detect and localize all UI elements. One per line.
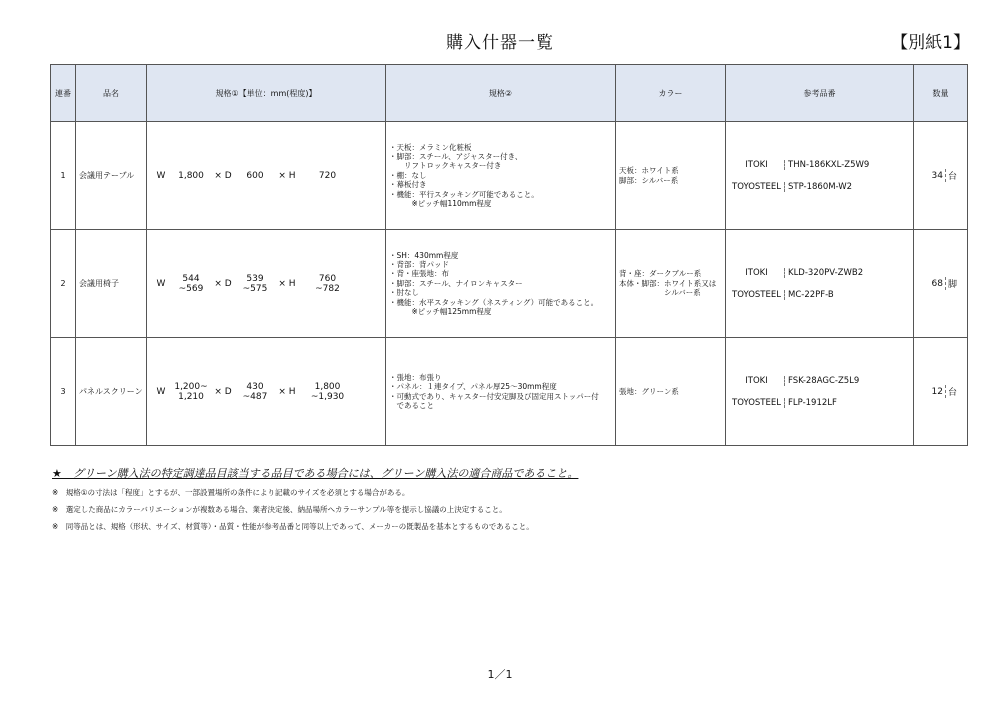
ref-model: FLP-1912LF <box>784 398 910 408</box>
row-dims <box>147 338 386 446</box>
depth-label: × D <box>214 386 232 397</box>
ref-maker: TOYOSTEEL <box>732 289 781 300</box>
qty-value: 34 <box>931 170 943 181</box>
spec-item: ・天板：メラミン化粧板 <box>389 142 472 152</box>
width-value: 544 ~569 <box>178 273 204 294</box>
table-row <box>51 230 968 338</box>
depth-label: × D <box>214 170 232 181</box>
width-value: 1,800 <box>178 170 204 181</box>
depth-value: 430 ~487 <box>242 381 268 402</box>
row-dims <box>147 122 386 230</box>
spec-item: ・幕板付き <box>389 180 427 190</box>
row-specs <box>386 230 616 338</box>
header-spec2: 規格② <box>386 65 616 122</box>
height-label: × H <box>278 170 296 181</box>
spec-item: ・SH：430mm程度 <box>389 250 459 260</box>
row-color: 張地：グリーン系 <box>616 338 726 446</box>
row-color: 背・座：ダークブルー系 本体・脚部：ホワイト系又は シルバー系 <box>616 230 726 338</box>
spec-item: ・パネル：１連タイプ、パネル厚25～30mm程度 <box>389 382 557 392</box>
row-dims <box>147 230 386 338</box>
ref-maker: TOYOSTEEL <box>732 397 781 408</box>
ref-maker: ITOKI <box>745 159 768 170</box>
row-no: 2 <box>51 230 76 338</box>
row-color: 天板：ホワイト系 脚部：シルバー系 <box>616 122 726 230</box>
row-qty <box>914 338 968 446</box>
note-equivalent: ※ 同等品とは、規格（形状、サイズ、材質等）・品質・性能が参考品番と同等以上であって、メーカーの既製品を基本とするものであること。 <box>52 522 534 531</box>
ref-model: FSK-28AGC-Z5L9 <box>784 376 910 386</box>
row-qty <box>914 230 968 338</box>
ref-maker: TOYOSTEEL <box>732 181 781 192</box>
qty-unit: 台 <box>945 169 964 182</box>
row-qty <box>914 122 968 230</box>
width-label: W <box>156 386 166 397</box>
row-name: 会議用椅子 <box>76 230 147 338</box>
header-qty: 数量 <box>914 65 968 122</box>
spec-item: ・肘なし <box>389 288 419 298</box>
spec-item: ・可動式であり、キャスター付安定脚及び固定用ストッパー付 であること <box>389 391 599 410</box>
row-specs <box>386 338 616 446</box>
spec-item: ・脚部：スチール、アジャスター付き、 リフトロックキャスター付き <box>389 152 523 171</box>
width-value: 1,200~ 1,210 <box>174 381 208 402</box>
ref-model: MC-22PF-B <box>784 290 910 300</box>
spec-item: ・張地：布張り <box>389 372 442 382</box>
height-value: 760 ~782 <box>315 273 340 294</box>
row-no: 3 <box>51 338 76 446</box>
note-dimensions: ※ 規格①の寸法は「程度」とするが、一部設置場所の条件により記載のサイズを必須とする場合がある。 <box>52 488 410 497</box>
green-procurement-note: ★ グリーン購入法の特定調達品目該当する品目である場合には、グリーン購入法の適合商品であること。 <box>52 467 579 480</box>
depth-label: × D <box>214 278 232 289</box>
header-color: カラー <box>616 65 726 122</box>
height-value: 1,800 ~1,930 <box>310 381 345 402</box>
ref-model: KLD-320PV-ZWB2 <box>784 268 910 278</box>
spec-item: ・棚：なし <box>389 170 427 180</box>
spec-item: ・機能：水平スタッキング（ネスティング）可能であること。 ※ピッチ幅125mm程度 <box>389 297 599 316</box>
note-color: ※ 選定した商品にカラーバリエーションが複数ある場合、業者決定後、納品場所へカラーサンプル等を提示し協議の上決定すること。 <box>52 505 507 514</box>
row-name: パネルスクリーン <box>76 338 147 446</box>
page-number: 1／1 <box>487 668 513 681</box>
row-ref <box>726 338 914 446</box>
ref-model: STP-1860M-W2 <box>784 182 910 192</box>
spec-item: ・脚部：スチール、ナイロンキャスター <box>389 278 523 288</box>
header-spec1: 規格①【単位：mm(程度)】 <box>147 65 386 122</box>
table-row <box>51 338 968 446</box>
row-name: 会議用テーブル <box>76 122 147 230</box>
spec-item: ・機能：平行スタッキング可能であること。 ※ピッチ幅110mm程度 <box>389 189 539 208</box>
depth-value: 600 <box>246 170 264 181</box>
spec-item: ・背部：背パッド <box>389 260 449 270</box>
page-title: 購入什器一覧 <box>446 33 554 53</box>
header-no: 連番 <box>51 65 76 122</box>
row-specs <box>386 122 616 230</box>
table-row <box>51 122 968 230</box>
width-label: W <box>156 278 166 289</box>
qty-unit: 脚 <box>945 277 964 290</box>
height-label: × H <box>278 386 296 397</box>
width-label: W <box>156 170 166 181</box>
header-ref: 参考品番 <box>726 65 914 122</box>
table-header-row <box>51 65 968 122</box>
furniture-table <box>50 64 968 446</box>
row-ref <box>726 122 914 230</box>
spec-item: ・背・座張地：布 <box>389 269 449 279</box>
row-no: 1 <box>51 122 76 230</box>
row-ref <box>726 230 914 338</box>
depth-value: 539 ~575 <box>242 273 268 294</box>
ref-maker: ITOKI <box>745 375 768 386</box>
ref-model: THN-186KXL-Z5W9 <box>784 160 910 170</box>
height-label: × H <box>278 278 296 289</box>
qty-unit: 台 <box>945 385 964 398</box>
qty-value: 12 <box>931 386 943 397</box>
height-value: 720 <box>318 170 337 181</box>
header-name: 品名 <box>76 65 147 122</box>
notes-section <box>52 465 578 538</box>
attachment-label: 【別紙1】 <box>891 33 970 53</box>
qty-value: 68 <box>931 278 943 289</box>
ref-maker: ITOKI <box>745 267 768 278</box>
